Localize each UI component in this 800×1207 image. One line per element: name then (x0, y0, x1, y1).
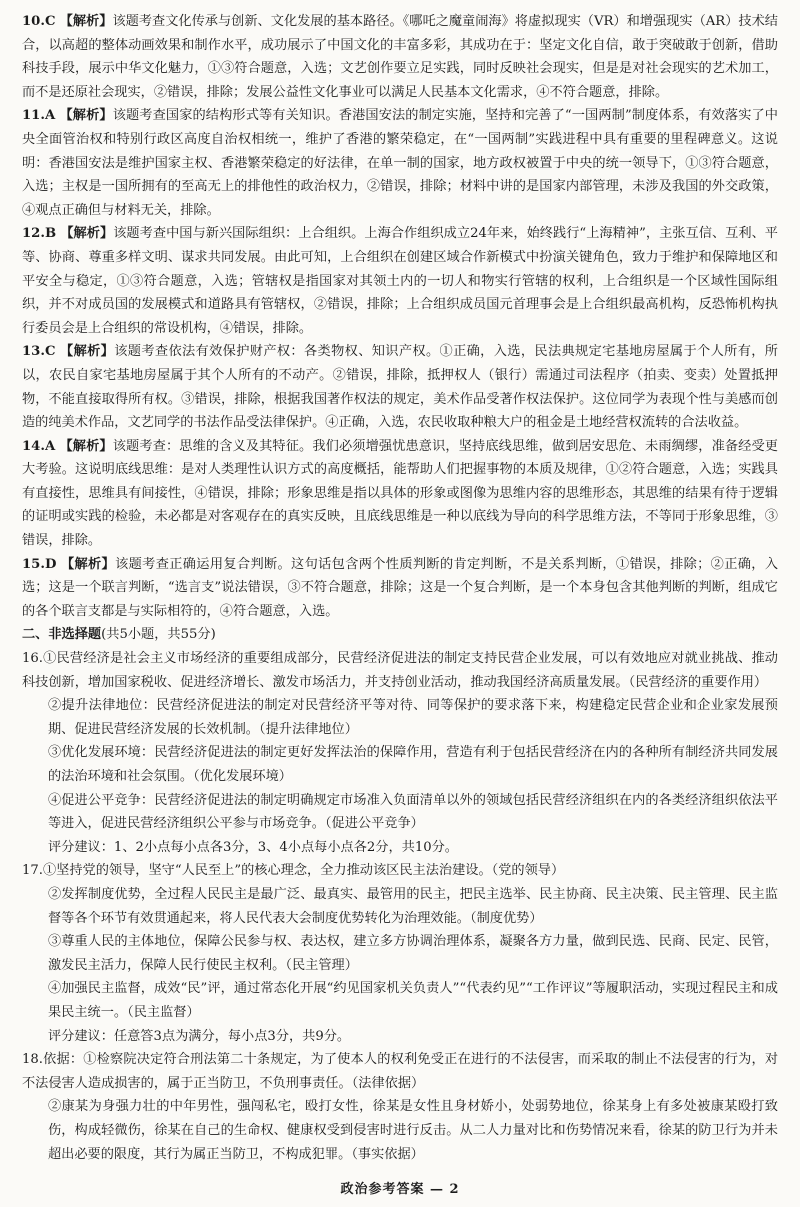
question-analysis: 该题考查中国与新兴国际组织：上合组织。上海合作组织成立24年来，始终践行“上海精神”，主张互信、互利、平等、协商、尊重多样文明、谋求共同发展。由此可知，上合组织在创建区域合作新模式中扮演关键角色，致力于维护和保障地区和平安全与稳定，①③符合题意，入选；管辖权是指国家对其领土内的一切人和物实行管辖的权利，上合组织是一个区域性国际组织，并不对成员国的发展模式和道路具有管辖权，②错误，排除；上合组织成员国元首理事会是上合组织最高机构，反恐怖机构执行委员会是上合组织的常设机构，④错误，排除。 (22, 226, 778, 336)
question-13 (22, 340, 778, 434)
question-number: 12. (22, 226, 45, 242)
answer-point-4: ④促进公平竞争：民营经济促进法的制定明确规定市场准入负面清单以外的领域包括民营经济组织在内的各类经济组织依法平等进入，促进民营经济组织公平参与市场竞争。（促进公平竞争） (48, 792, 778, 832)
question-number: 11. (22, 108, 45, 124)
question-16 (22, 647, 778, 859)
analysis-tag: 【解析】 (60, 344, 115, 360)
question-10 (22, 10, 778, 104)
question-17 (22, 859, 778, 1048)
question-number: 16. (22, 651, 43, 667)
question-answer: B (44, 226, 57, 242)
analysis-tag: 【解析】 (59, 14, 113, 29)
question-12 (22, 222, 778, 340)
question-analysis: 该题考查正确运用复合判断。这句话包含两个性质判断的肯定判断，不是关系判断，①错误，排除；②正确，入选；这是一个联言判断，“选言支”说法错误，③不符合题意，排除；这是一个复合判断，是一个本身包含其他判断的判断，组成它的各个联言支都是与实际相符的，④符合题意，入选。 (22, 556, 779, 619)
analysis-tag: 【解析】 (59, 108, 113, 124)
question-answer: A (44, 438, 56, 454)
question-analysis: 该题考查文化传承与创新、文化发展的基本路径。《哪吒之魔童闹海》将虚拟现实（VR）和增强现实（AR）技术结合，以高超的整体动画效果和制作水平，成功展示了中国文化的丰富多彩，其成功在于：坚定文化自信，敢于突破敢于创新，借助科技手段，展示中华文化魅力，①③符合题意，入选；文艺创作要立足实践，同时反映社会现实，但是是对社会现实的艺术加工，而不是还原社会现实，②错误，排除；发展公益性文化事业可以满足人民基本文化需求，④不符合题意，排除。 (22, 14, 778, 100)
question-number: 17. (22, 863, 43, 879)
question-answer: D (44, 556, 57, 572)
question-number: 13. (22, 344, 45, 360)
analysis-tag: 【解析】 (60, 556, 116, 572)
question-analysis: 该题考查依法有效保护财产权：各类物权、知识产权。①正确，入选，民法典规定宅基地房屋属于个人所有，所以，农民自家宅基地房屋属于其个人所有的不动产。②错误，排除，抵押权人（银行）需通过司法程序（拍卖、变卖）处置抵押物，不能直接取得所有权。③错误，排除，根据我国著作权法的规定，美术作品受著作权法保护。这位同学为表现个性与美感而创造的纯美术作品，文艺同学的书法作品受法律保护。④正确，入选，农民收取种粮大户的租金是土地经营权流转的合法收益。 (22, 344, 778, 431)
question-14 (22, 435, 778, 553)
question-analysis: 该题考查国家的结构形式等有关知识。香港国安法的制定实施，坚持和完善了“一国两制”制度体系，有效落实了中央全面管治权和特别行政区高度自治权相统一，维护了香港的繁荣稳定，在“一国两制”实践进程中具有重要的里程碑意义。这说明：香港国安法是维护国家主权、香港繁荣稳定的好法律，在单一制的国家，地方政权被置于中央的统一领导下，①③符合题意，入选；主权是一国所拥有的至高无上的排他性的政治权力，②错误，排除；材料中讲的是国家内部管理，未涉及我国的外交政策，④观点正确但与材料无关，排除。 (22, 108, 778, 218)
page-footer: 政治参考答案 — 2 (340, 1182, 460, 1197)
answer-point-4: ④加强民主监督，成效“民”评，通过常态化开展“约见国家机关负责人”“代表约见”“工作评议”等履职活动，实现过程民主和成果民主统一。（民主监督） (48, 981, 778, 1020)
scoring-note: 评分建议：1、2小点每小点各3分，3、4小点每小点各2分，共10分。 (48, 839, 458, 855)
analysis-tag: 【解析】 (60, 226, 114, 242)
scoring-note: 评分建议：任意答3点为满分，每小点3分，共9分。 (48, 1028, 351, 1044)
answer-point-1: 18.依据：①检察院决定符合刑法第二十条规定，为了使本人的权利免受正在进行的不法侵害，而采取的制止不法侵害的行为，对不法侵害人造成损害的，属于正当防卫，不负刑事责任。（法律依据） (22, 1052, 779, 1091)
section-note: (共5小题，共55分) (101, 627, 216, 643)
question-answer: A (44, 108, 56, 124)
question-15 (22, 553, 778, 624)
answer-point-2: ②康某为身强力壮的中年男性，强闯私宅，殴打女性，徐某是女性且身材娇小，处弱势地位，徐某身上有多处被康某殴打致伤，构成轻微伤，徐某在自己的生命权、健康权受到侵害时进行反击。从二人力量对比和伤势情况来看，徐某的防卫行为并未超出必要的限度，其行为属正当防卫，不构成犯罪。（事实依据） (48, 1099, 778, 1162)
question-18 (22, 1048, 778, 1166)
answer-point-1: 17.①坚持党的领导，坚守“人民至上”的核心理念，全力推动该区民主法治建设。（党的领导） (22, 863, 565, 879)
question-11 (22, 104, 778, 222)
question-analysis: 该题考查：思维的含义及其特征。我们必须增强忧患意识，坚持底线思维，做到居安思危、未雨绸缪，准备经受更大考验。这说明底线思维：是对人类理性认识方式的高度概括，能帮助人们把握事物的本质及规律，①②符合题意，入选；实践具有直接性，思维具有间接性，④错误，排除；形象思维是指以具体的形象或图像为思维内容的思维形态，其思维的结果有待于逻辑的证明或实践的检验，未必都是对客观存在的真实反映，且底线思维是一种以底线为导向的科学思维方法，不等同于形象思维，③错误，排除。 (22, 438, 778, 549)
section-heading (22, 623, 778, 647)
question-answer: C (44, 344, 56, 360)
question-number: 15. (22, 556, 45, 572)
answer-point-1: 16.①民营经济是社会主义市场经济的重要组成部分，民营经济促进法的制定支持民营企业发展，可以有效地应对就业挑战、推动科技创新，增加国家税收、促进经济增长、激发市场活力，并支持创业活动，推动我国经济高质量发展。（民营经济的重要作用） (22, 651, 778, 690)
question-answer: C (44, 14, 56, 29)
section-title: 二、非选择题 (22, 627, 102, 643)
question-number: 10. (22, 14, 45, 29)
question-number: 14. (22, 438, 45, 454)
answer-point-2: ②提升法律地位：民营经济促进法的制定对民营经济平等对待、同等保护的要求落下来，构建稳定民营企业和企业家发展预期、促进民营经济发展的长效机制。（提升法律地位） (48, 698, 778, 737)
question-number: 18. (22, 1052, 43, 1068)
answer-point-2: ②发挥制度优势，全过程人民民主是最广泛、最真实、最管用的民主，把民主选举、民主协商、民主决策、民主管理、民主监督等各个环节有效贯通起来，将人民代表大会制度优势转化为治理效能。（制度优势） (48, 886, 778, 926)
answer-point-3: ③尊重人民的主体地位，保障公民参与权、表达权，建立多方协调治理体系，凝聚各方力量，做到民选、民商、民定、民管，激发民主活力，保障人民行使民主权利。（民主管理） (48, 934, 778, 973)
analysis-tag: 【解析】 (59, 438, 113, 454)
answer-point-3: ③优化发展环境：民营经济促进法的制定更好发挥法治的保障作用，营造有利于包括民营经济在内的各种所有制经济共同发展的法治环境和社会氛围。（优化发展环境） (48, 745, 778, 784)
